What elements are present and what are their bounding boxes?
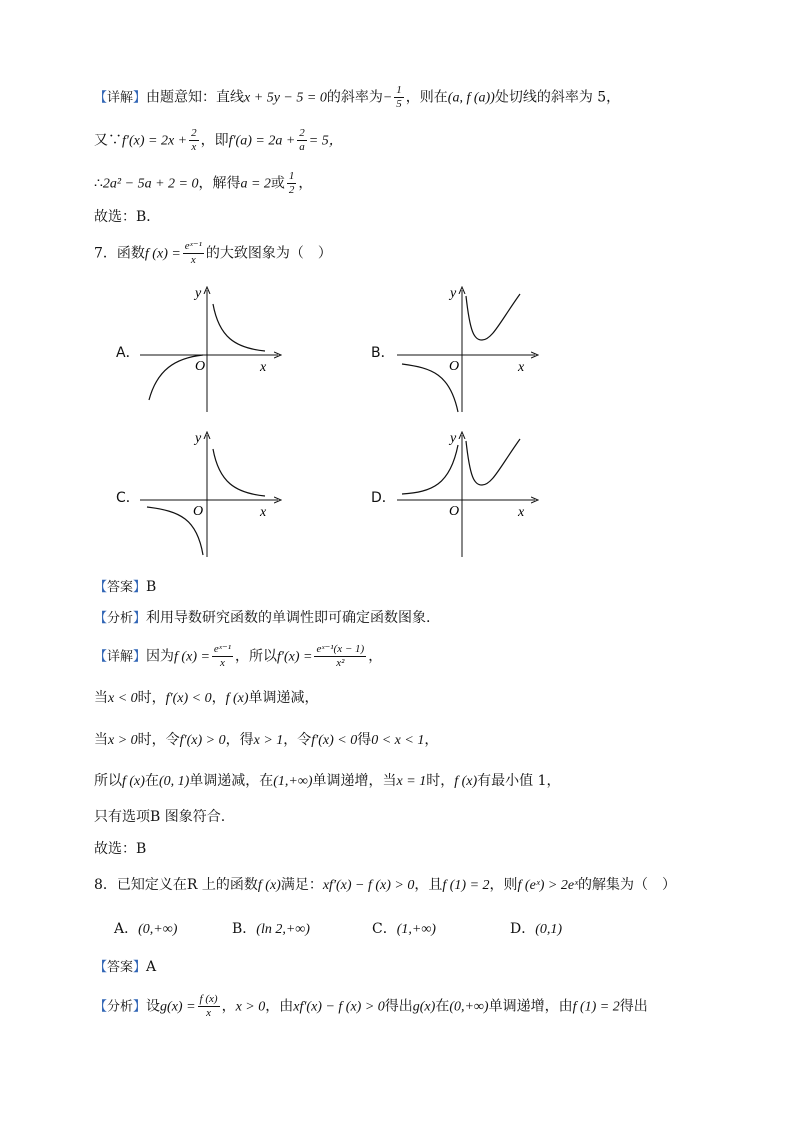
q7-detail-line-5: 只有选项B 图象符合. <box>94 809 226 825</box>
text: ，得 <box>225 732 254 748</box>
q7-detail-line-6: 故选：B <box>94 841 147 857</box>
graph-option-d <box>392 427 542 562</box>
q7-analysis <box>94 607 431 630</box>
option-c: C．(1,+∞) <box>372 921 436 937</box>
text: ，即 <box>200 132 229 149</box>
text: 得出 <box>384 998 413 1015</box>
math: f′(a) = 2a + <box>228 133 296 149</box>
math: f (x) <box>257 878 281 893</box>
text: 当 <box>94 690 108 706</box>
text: 得出 <box>619 998 648 1015</box>
math: f′(x) > 0 <box>179 733 226 748</box>
math: f (x) <box>454 774 478 789</box>
math: g(x) = <box>160 999 196 1015</box>
x-label: x <box>518 360 525 375</box>
option-b: B．(ln 2,+∞) <box>232 921 310 937</box>
fraction: $\frac{1}{5}$ <box>396 84 402 110</box>
text: ∴ <box>94 175 103 192</box>
text: ，所以 <box>235 648 278 665</box>
text: ，则在 <box>405 89 448 106</box>
math: f′(x) < 0 <box>165 691 212 706</box>
text: 单调递增，当 <box>312 773 397 789</box>
answer-tag: 【答案】 <box>94 580 147 595</box>
answer-value: A <box>146 959 157 975</box>
fraction: $\frac{f (x)}{x}$ <box>199 993 218 1019</box>
text: 的解集为（ ） <box>578 877 677 893</box>
y-label: y <box>450 286 457 301</box>
math: (0, 1) <box>158 774 190 789</box>
curve-right <box>213 304 265 351</box>
detail-line-1 <box>94 84 620 111</box>
math: (a, f (a)) <box>447 90 495 106</box>
math: xf′(x) − f (x) > 0 <box>293 999 385 1015</box>
text: 由题意知：直线 <box>146 89 245 106</box>
text: 的斜率为 <box>326 89 383 106</box>
text: 7．函数 <box>94 245 145 262</box>
q7-detail-line-4 <box>94 770 561 793</box>
math: (1,+∞) <box>273 774 313 789</box>
text: 又∵ <box>94 132 122 149</box>
math: f′(x) < 0 <box>311 733 358 748</box>
math: x > 1 <box>253 733 284 748</box>
q7-detail-line-1 <box>94 643 382 670</box>
math: 0 < x < 1 <box>371 733 425 748</box>
text: 有最小值 1， <box>477 773 561 789</box>
text: 时， <box>137 690 166 706</box>
math: f′(x) = 2x + <box>122 133 188 149</box>
q8-stem <box>94 874 676 897</box>
text: 得 <box>357 732 372 748</box>
text: ，令 <box>283 732 312 748</box>
analysis-tag: 【分析】 <box>94 611 147 626</box>
text: 处切线的斜率为 5， <box>494 89 621 106</box>
fraction: $\frac{\text{eˣ⁻¹}}{x}$ <box>184 240 202 266</box>
text: ， <box>298 175 313 192</box>
option-b-label: B． <box>371 345 395 361</box>
math: f (x) <box>225 691 249 706</box>
text: ，且 <box>414 877 443 893</box>
curve-right <box>466 439 520 485</box>
fraction: $\frac{\text{eˣ⁻¹}}{x}$ <box>213 643 232 669</box>
math: x < 0 <box>108 691 138 706</box>
math: f (x) <box>122 774 145 789</box>
math: f (x) = <box>144 246 181 262</box>
text: 设 <box>146 998 161 1015</box>
fraction: $\frac{2}{x}$ <box>191 127 197 153</box>
math: x + 5y − 5 = 0 <box>244 90 327 106</box>
text: 单调递增，由 <box>488 998 573 1015</box>
origin-label: O <box>449 504 460 519</box>
detail-line-4: 故选：B． <box>94 209 161 225</box>
fraction: $\frac{\text{eˣ⁻¹(x − 1)}}{\text{x²}}$ <box>316 643 365 669</box>
text: 8．已知定义在R 上的函数 <box>94 877 258 893</box>
q8-answer <box>94 956 156 979</box>
option-a: A．(0,+∞) <box>114 921 178 937</box>
math: f (1) = 2 <box>572 999 620 1015</box>
origin-label: O <box>195 359 206 374</box>
math: f′(x) = <box>277 649 313 665</box>
graph-option-c <box>135 427 285 562</box>
option-c-label: C． <box>116 490 140 506</box>
text: ，则 <box>489 877 518 893</box>
q7-detail-line-3 <box>94 729 438 752</box>
math: x > 0 <box>108 733 138 748</box>
text: 在 <box>144 773 159 789</box>
q7-answer <box>94 576 156 599</box>
x-label: x <box>260 360 267 375</box>
graph-option-b <box>392 282 542 417</box>
text: 时， <box>426 773 455 789</box>
y-label: y <box>195 431 202 446</box>
text: 的大致图象为（ ） <box>205 245 332 262</box>
text: ，解得 <box>198 175 241 192</box>
text: 时，令 <box>137 732 180 748</box>
q7-stem <box>94 240 332 267</box>
answer-value: B <box>146 579 157 595</box>
curve-right <box>466 294 520 340</box>
detail-tag: 【详解】 <box>94 90 147 106</box>
answer-tag: 【答案】 <box>94 960 147 975</box>
origin-label: O <box>449 359 460 374</box>
text: 在 <box>435 998 450 1015</box>
analysis-tag: 【分析】 <box>94 999 147 1015</box>
option-d: D．(0,1) <box>510 921 563 937</box>
math: xf′(x) − f (x) > 0 <box>322 878 415 893</box>
math: f (1) = 2 <box>442 878 490 893</box>
math: f (eˣ) > 2eˣ <box>517 878 579 893</box>
q7-detail-line-2 <box>94 687 319 710</box>
option-a-label: A． <box>116 345 140 361</box>
y-label: y <box>450 431 457 446</box>
curve-left <box>402 445 458 494</box>
analysis-text: 利用导数研究函数的单调性即可确定函数图象. <box>146 610 431 626</box>
math: f (x) = <box>174 649 210 665</box>
text: ， <box>368 648 383 665</box>
x-label: x <box>260 505 267 520</box>
math: x > 0 <box>235 999 266 1015</box>
text: ，由 <box>265 998 294 1015</box>
text: ， <box>211 690 226 706</box>
detail-line-3 <box>94 170 312 197</box>
math: = 5， <box>308 133 343 149</box>
detail-line-2 <box>94 127 343 154</box>
math: 2a² − 5a + 2 = 0 <box>102 176 199 192</box>
math: a = 2 <box>240 176 271 192</box>
x-label: x <box>518 505 525 520</box>
graph-option-a <box>135 282 285 417</box>
y-label: y <box>195 286 202 301</box>
text: 单调递减，在 <box>189 773 274 789</box>
math: x = 1 <box>396 774 427 789</box>
fraction: $\frac{2}{a}$ <box>299 127 305 153</box>
curve-right <box>213 449 265 496</box>
detail-tag: 【详解】 <box>94 649 147 665</box>
text: ， <box>424 732 439 748</box>
text: 满足： <box>280 877 323 893</box>
text: 因为 <box>146 648 175 665</box>
text: 所以 <box>94 773 122 789</box>
text: 当 <box>94 732 108 748</box>
math: (0,+∞) <box>449 999 489 1015</box>
math: g(x) <box>412 999 436 1015</box>
fraction: $\frac{1}{2}$ <box>288 170 295 196</box>
origin-label: O <box>193 504 204 519</box>
q8-analysis <box>94 993 648 1020</box>
text: 单调递减， <box>248 690 319 706</box>
text: ， <box>221 998 236 1015</box>
text: 或 <box>270 175 285 192</box>
math: − <box>382 90 393 106</box>
option-d-label: D． <box>371 490 396 506</box>
